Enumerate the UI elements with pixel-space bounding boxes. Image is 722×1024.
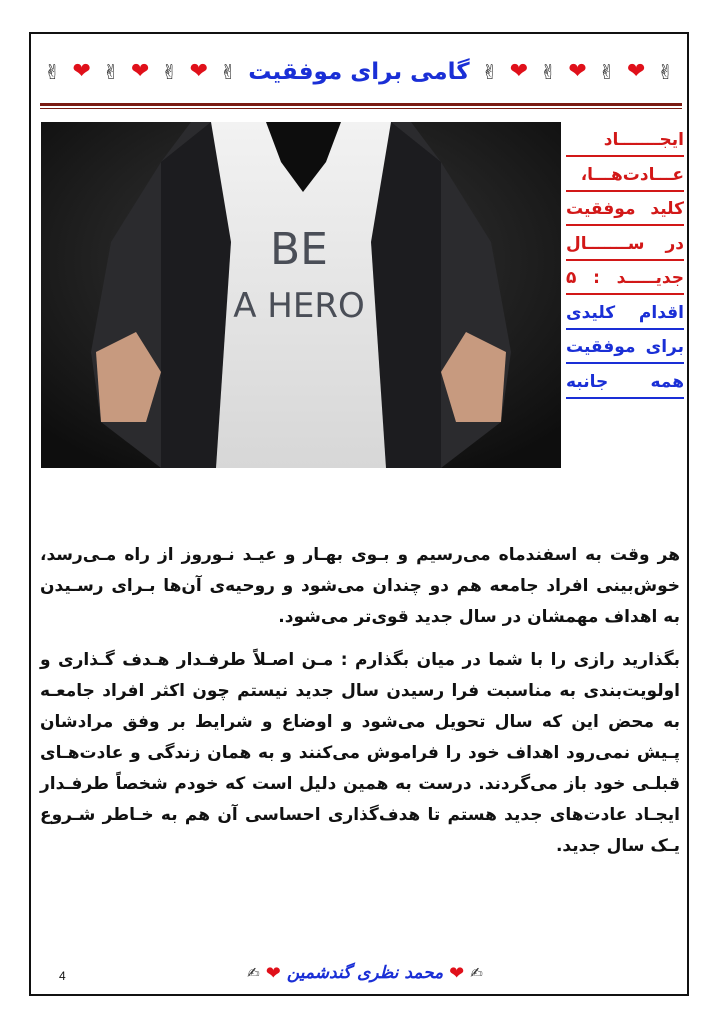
- victory-hand-icon: ✌: [219, 60, 237, 84]
- heart-icon: ❤: [189, 59, 209, 84]
- page-title: گامی برای موفقیت: [248, 59, 470, 85]
- side-title-line: عـــادت‌هـــا،: [566, 161, 684, 192]
- side-title-line: در ســـــــال: [566, 230, 684, 261]
- heart-icon: ❤: [265, 962, 281, 984]
- be-a-hero-photo: [41, 122, 561, 468]
- shirt-text-be: BE: [270, 224, 328, 275]
- side-title-line: ایجـــــــاد: [566, 126, 684, 157]
- side-title: [566, 126, 684, 402]
- victory-hand-icon: ✌: [44, 60, 61, 84]
- victory-hand-icon: ✌: [481, 60, 499, 84]
- side-title-line: کلید موفقیت: [566, 195, 684, 226]
- victory-hand-icon: ✌: [102, 60, 120, 84]
- page-number: 4: [59, 969, 66, 983]
- heart-icon: ❤: [449, 962, 465, 984]
- victory-hand-icon: ✌: [598, 60, 616, 84]
- page-header: [44, 52, 674, 92]
- heart-icon: ❤: [509, 59, 529, 84]
- author-signature: محمد نظری گندشمین: [286, 963, 444, 983]
- victory-hand-icon: ✌: [539, 60, 557, 84]
- heart-icon: ❤: [131, 59, 150, 84]
- victory-hand-icon: ✌: [161, 60, 178, 84]
- header-divider: [40, 103, 682, 109]
- heart-icon: ❤: [626, 59, 646, 84]
- paragraph-2: بگذارید رازی را با شما در میان بگذارم : مـن اصـلاً طرفـدار هـدف گـذاری و اولویت‌بندی به مناسبت فرا رسیدن سال جدید نیستم چون اکثر افراد جامعـه به محض این که سال تحویل می‌شود و اوضاع و شرایط بر وفق مرادشان پـیش نمی‌رود اهداف خود را فراموش می‌کنند و به همان زندگی و عادت‌هـای قبلـی خود باز می‌گردند. درست به همین دلیل است که خودم شخصاً طرفـدار ایجـاد عادت‌های جدید هستم تا هدف‌گذاری احساسی آن هم به خـاطر شـروع یـک سال جدید.: [40, 650, 680, 856]
- hero-photo: [41, 122, 561, 468]
- heart-icon: ❤: [72, 59, 91, 84]
- heart-icon: ❤: [568, 59, 587, 84]
- pen-icon: ✍: [470, 964, 483, 982]
- article-body: [40, 540, 680, 874]
- victory-hand-icon: ✌: [657, 60, 674, 84]
- side-subtitle-line: همه جانبه: [566, 368, 684, 399]
- pen-icon: ✍: [247, 964, 260, 982]
- shirt-text-hero: A HERO: [233, 286, 365, 326]
- side-subtitle-line: برای موفقیت: [566, 333, 684, 364]
- page-footer: [240, 958, 490, 988]
- side-title-line: جدیـــــد : ۵: [566, 264, 684, 295]
- side-subtitle-line: اقدام کلیدی: [566, 299, 684, 330]
- paragraph-1: هر وقت به اسفندماه می‌رسیم و بـوی بهـار و عیـد نـوروز از راه مـی‌رسد، خوش‌بینی افراد جامعه هم دو چندان می‌شود و روحیه‌ی آن‌ها بـرای رسـیدن به اهداف مهمشان در سال جدید قوی‌تر می‌شود.: [40, 545, 680, 627]
